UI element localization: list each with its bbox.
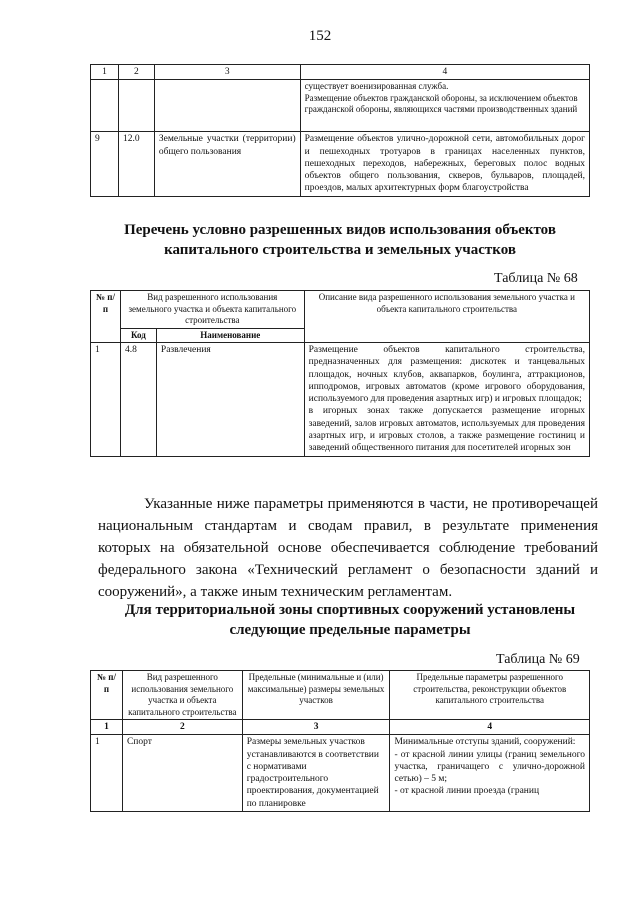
row-num: 1 xyxy=(91,343,121,457)
table-numbers-row xyxy=(91,720,590,735)
empty-cell xyxy=(118,80,154,132)
continuation-cell: существует военизированная служба. Размещение объектов гражданской обороны, за исключением объектов гражданской обороны, являющихся частями производственных зданий xyxy=(300,80,589,132)
page-number: 152 xyxy=(308,28,332,44)
row-num: 1 xyxy=(91,735,123,812)
col-number-4: 4 xyxy=(300,65,589,80)
row-sizes: Размеры земельных участков устанавливаются в соответствии с нормативами градостроительного проектирования, документацией по планировке xyxy=(242,735,390,812)
table-69-caption: Таблица № 69 xyxy=(496,652,580,667)
col-number-2: 2 xyxy=(118,65,154,80)
row-code: 4.8 xyxy=(120,343,156,457)
header-num: № п/п xyxy=(91,671,123,720)
table-68 xyxy=(90,290,590,457)
table-69 xyxy=(90,670,590,812)
col-number-3: 3 xyxy=(242,720,390,735)
row-code: 12.0 xyxy=(118,132,154,196)
table-header-row xyxy=(91,291,590,329)
col-number-4: 4 xyxy=(390,720,590,735)
empty-cell xyxy=(91,80,119,132)
row-params: Минимальные отступы зданий, сооружений: - от красной линии улицы (границ земельного участка, граничащего с улично-дорожной сетью) – 5 м; - от красной линии проезда (границ xyxy=(390,735,590,812)
table-header-row xyxy=(91,671,590,720)
table-row xyxy=(91,80,590,132)
row-name: Земельные участки (территории) общего пользования xyxy=(154,132,300,196)
table-row xyxy=(91,132,590,196)
header-kind: Вид разрешенного использования земельного участка и объекта капитального строительства xyxy=(120,291,304,329)
header-params: Предельные параметры разрешенного строительства, реконструкции объектов капитального строительства xyxy=(390,671,590,720)
header-num: № п/п xyxy=(91,291,121,343)
heading-conditional-uses: Перечень условно разрешенных видов использования объектов капитального строительства и земельных участков xyxy=(124,222,556,258)
col-number-1: 1 xyxy=(91,65,119,80)
table-row xyxy=(91,343,590,457)
empty-cell xyxy=(154,80,300,132)
row-description: Размещение объектов улично-дорожной сети, автомобильных дорог и пешеходных тротуаров в границах населенных пунктов, пешеходных переходов, набережных, береговых полос водных объектов общего пользования, скверов, бульваров, площадей, проездов, малых архитектурных форм благоустройства xyxy=(300,132,589,196)
col-number-2: 2 xyxy=(122,720,242,735)
header-name: Наименование xyxy=(156,328,304,343)
heading-sport-zone: Для территориальной зоны спортивных сооружений установлены следующие предельные параметры xyxy=(124,602,576,638)
header-sizes: Предельные (минимальные и (или) максимальные) размеры земельных участков xyxy=(242,671,390,720)
table-row xyxy=(91,735,590,812)
body-paragraph: Указанные ниже параметры применяются в части, не противоречащей национальным стандартам и сводам правил, в результате применения которых на обязательной основе обеспечивается соблюдение требований федерального закона «Технический регламент о безопасности зданий и сооружений», а также иным техническим регламентам. xyxy=(98,496,598,600)
table-68-caption: Таблица № 68 xyxy=(494,271,578,286)
col-number-1: 1 xyxy=(91,720,123,735)
table-header-row xyxy=(91,65,590,80)
row-description: Размещение объектов капитального строительства, предназначенных для размещения: дискотек и танцевальных площадок, ночных клубов, аквапарков, боулинга, аттракционов, ипподромов, игровых автоматов (кроме игрового оборудования, используемого для проведения азартных игр) и игровых площадок; в игорных зонах также допускается размещение игорных заведений, залов игровых автоматов, используемых для проведения азартных игр, и игровых столов, а также размещение гостиниц и заведений общественного питания для посетителей игорных зон xyxy=(304,343,589,457)
col-number-3: 3 xyxy=(154,65,300,80)
header-kind: Вид разрешенного использования земельного участка и объекта капитального строительства xyxy=(122,671,242,720)
header-description: Описание вида разрешенного использования земельного участка и объекта капитального строительства xyxy=(304,291,589,343)
table-continued xyxy=(90,64,590,197)
row-kind: Спорт xyxy=(122,735,242,812)
row-num: 9 xyxy=(91,132,119,196)
header-code: Код xyxy=(120,328,156,343)
row-name: Развлечения xyxy=(156,343,304,457)
